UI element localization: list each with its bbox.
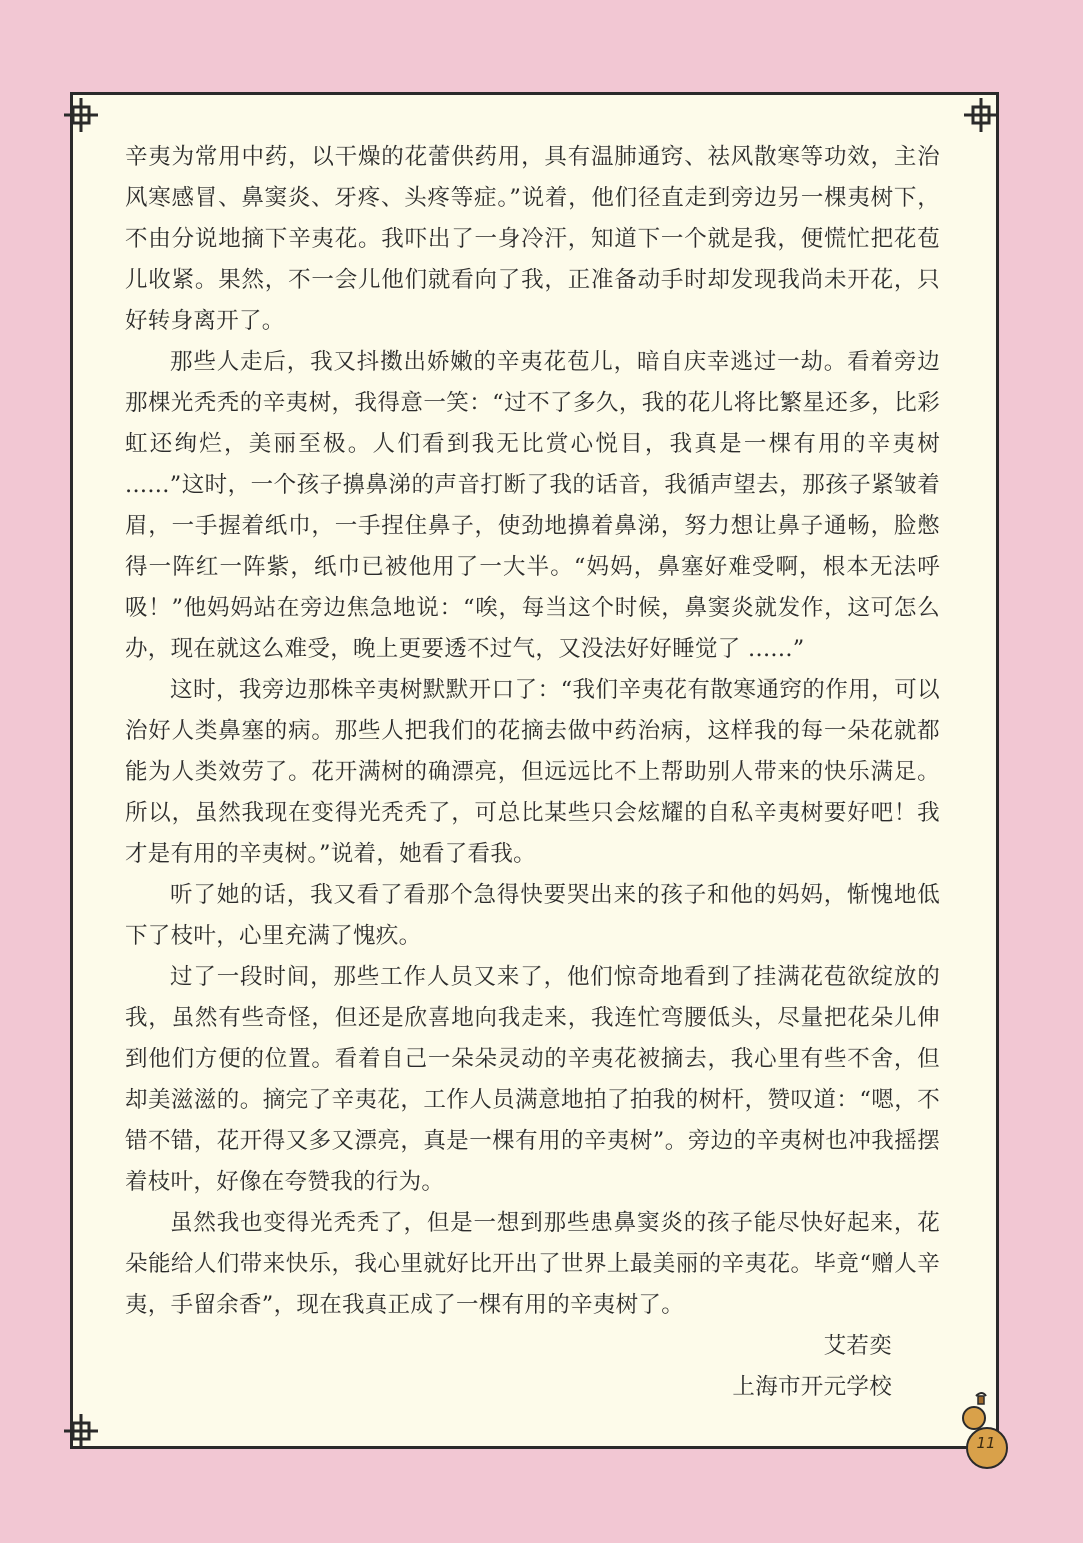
school-name: 上海市开元学校 bbox=[732, 1374, 892, 1400]
signature bbox=[125, 1326, 940, 1408]
gourd-icon bbox=[952, 1390, 1012, 1470]
paragraph: 这时，我旁边那株辛夷树默默开口了：“我们辛夷花有散寒通窍的作用，可以治好人类鼻塞的病。那些人把我们的花摘去做中药治病，这样我的每一朵花就都能为人类效劳了。花开满树的确漂亮，但远远比不上帮助别人带来的快乐满足。所以，虽然我现在变得光秃秃了，可总比某些只会炫耀的自私辛夷树要好吧！我才是有用的辛夷树。”说着，她看了看我。 bbox=[125, 677, 940, 867]
corner-ornament-icon bbox=[62, 1412, 100, 1450]
page-number: 11 bbox=[976, 1434, 996, 1452]
paragraph: 辛夷为常用中药，以干燥的花蕾供药用，具有温肺通窍、祛风散寒等功效，主治风寒感冒、鼻窦炎、牙疼、头疼等症。”说着，他们径直走到旁边另一棵夷树下，不由分说地摘下辛夷花。我吓出了一身冷汗，知道下一个就是我，便慌忙把花苞儿收紧。果然，不一会儿他们就看向了我，正准备动手时却发现我尚未开花，只好转身离开了。 bbox=[125, 144, 940, 334]
paragraph: 虽然我也变得光秃秃了，但是一想到那些患鼻窦炎的孩子能尽快好起来，花朵能给人们带来快乐，我心里就好比开出了世界上最美丽的辛夷花。毕竟“赠人辛夷，手留余香”，现在我真正成了一棵有用的辛夷树了。 bbox=[125, 1210, 940, 1318]
paragraph: 听了她的话，我又看了看那个急得快要哭出来的孩子和他的妈妈，惭愧地低下了枝叶，心里充满了愧疚。 bbox=[125, 882, 940, 949]
author-name: 艾若奕 bbox=[823, 1333, 892, 1359]
article-body bbox=[125, 137, 940, 1408]
corner-ornament-icon bbox=[962, 96, 1000, 134]
paragraph: 过了一段时间，那些工作人员又来了，他们惊奇地看到了挂满花苞欲绽放的我，虽然有些奇怪，但还是欣喜地向我走来，我连忙弯腰低头，尽量把花朵儿伸到他们方便的位置。看着自己一朵朵灵动的辛夷花被摘去，我心里有些不舍，但却美滋滋的。摘完了辛夷花，工作人员满意地拍了拍我的树杆，赞叹道：“嗯，不错不错，花开得又多又漂亮，真是一棵有用的辛夷树”。旁边的辛夷树也冲我摇摆着枝叶，好像在夸赞我的行为。 bbox=[125, 964, 940, 1195]
paragraph: 那些人走后，我又抖擞出娇嫩的辛夷花苞儿，暗自庆幸逃过一劫。看着旁边那棵光秃秃的辛夷树，我得意一笑：“过不了多久，我的花儿将比繁星还多，比彩虹还绚烂，美丽至极。人们看到我无比赏心悦目，我真是一棵有用的辛夷树 ......”这时，一个孩子擤鼻涕的声音打断了我的话音，我循声望去，那孩子紧皱着眉，一手握着纸巾，一手捏住鼻子，使劲地擤着鼻涕，努力想让鼻子通畅，脸憋得一阵红一阵紫，纸巾已被他用了一大半。“妈妈，鼻塞好难受啊，根本无法呼吸！”他妈妈站在旁边焦急地说：“唉，每当这个时候，鼻窦炎就发作，这可怎么办，现在就这么难受，晚上更要透不过气，又没法好好睡觉了 ......” bbox=[125, 349, 940, 662]
corner-ornament-icon bbox=[62, 96, 100, 134]
